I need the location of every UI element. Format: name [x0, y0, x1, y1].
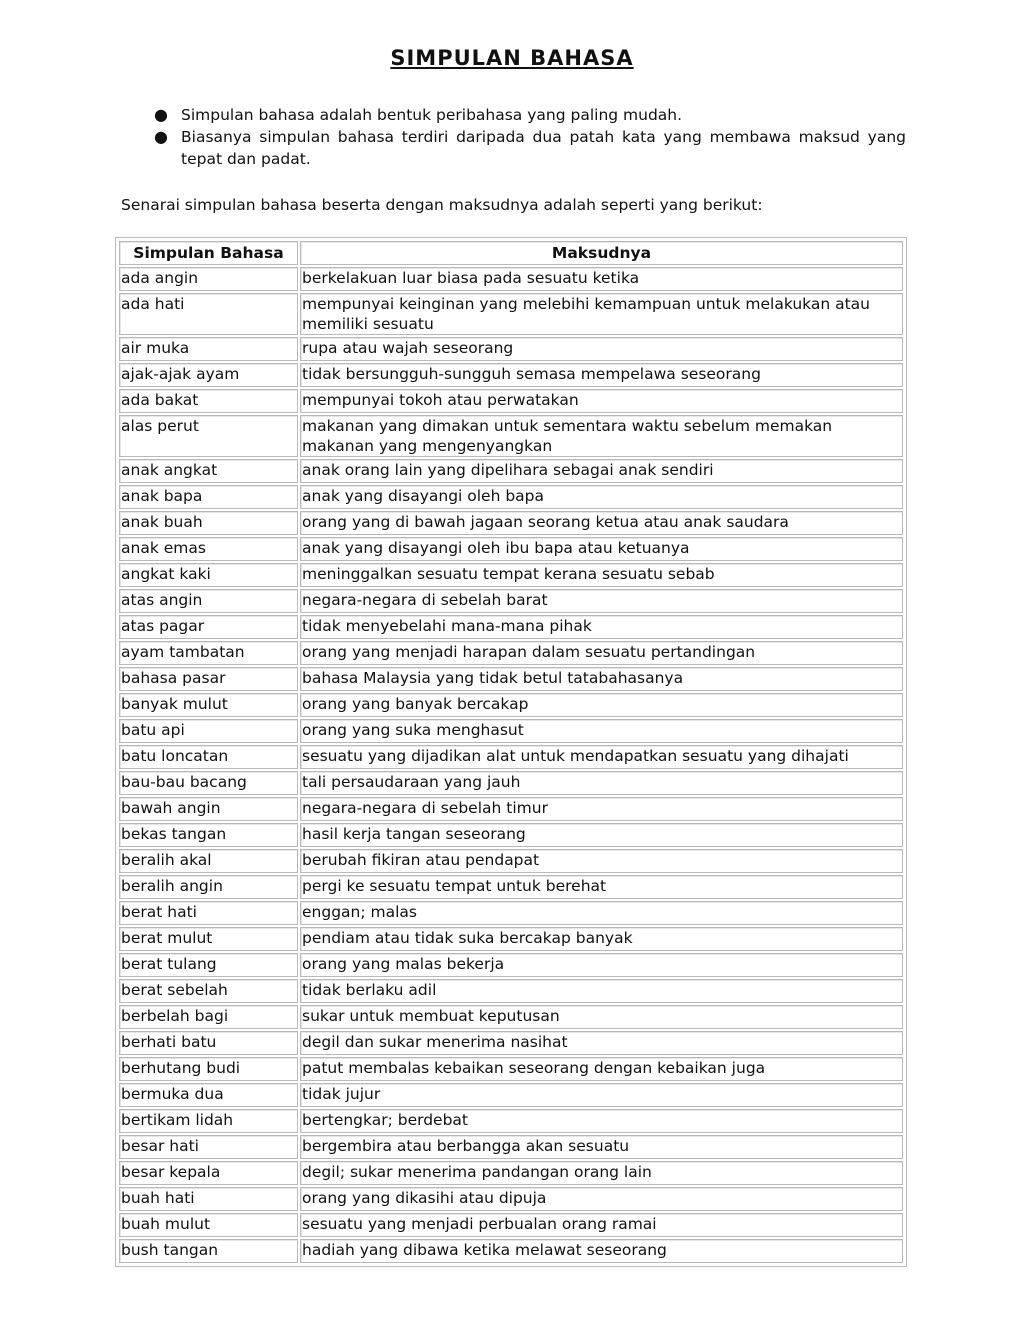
- table-row: [119, 1213, 903, 1237]
- table-row: [119, 537, 903, 561]
- table-row: [119, 901, 903, 925]
- idiom-term: anak bapa: [119, 485, 298, 509]
- idiom-meaning: berkelakuan luar biasa pada sesuatu ketika: [300, 267, 903, 291]
- idiom-term: anak angkat: [119, 459, 298, 483]
- bullet-icon: ●: [154, 127, 168, 146]
- idiom-meaning: orang yang suka menghasut: [300, 719, 903, 743]
- idiom-term: bau-bau bacang: [119, 771, 298, 795]
- table-row: [119, 745, 903, 769]
- table-row: [119, 719, 903, 743]
- idiom-term: besar hati: [119, 1135, 298, 1159]
- idiom-term: buah hati: [119, 1187, 298, 1211]
- idiom-meaning: degil; sukar menerima pandangan orang lain: [300, 1161, 903, 1185]
- idiom-meaning: meninggalkan sesuatu tempat kerana sesuatu sebab: [300, 563, 903, 587]
- idiom-term: berhati batu: [119, 1031, 298, 1055]
- idiom-meaning: anak yang disayangi oleh ibu bapa atau ketuanya: [300, 537, 903, 561]
- idiom-meaning: sesuatu yang menjadi perbualan orang ramai: [300, 1213, 903, 1237]
- idiom-meaning: orang yang banyak bercakap: [300, 693, 903, 717]
- idiom-meaning: hasil kerja tangan seseorang: [300, 823, 903, 847]
- table-row: [119, 267, 903, 291]
- idiom-meaning: berubah fikiran atau pendapat: [300, 849, 903, 873]
- table-row: [119, 1083, 903, 1107]
- idiom-table-frame: [115, 237, 907, 1267]
- idiom-meaning: orang yang menjadi harapan dalam sesuatu pertandingan: [300, 641, 903, 665]
- idiom-meaning: pergi ke sesuatu tempat untuk berehat: [300, 875, 903, 899]
- idiom-meaning: hadiah yang dibawa ketika melawat seseorang: [300, 1239, 903, 1263]
- table-row: [119, 415, 903, 457]
- idiom-term: ayam tambatan: [119, 641, 298, 665]
- idiom-term: anak emas: [119, 537, 298, 561]
- idiom-meaning: negara-negara di sebelah barat: [300, 589, 903, 613]
- idiom-term: ada angin: [119, 267, 298, 291]
- idiom-term: atas pagar: [119, 615, 298, 639]
- idiom-term: berat hati: [119, 901, 298, 925]
- idiom-term: ada bakat: [119, 389, 298, 413]
- idiom-term: bawah angin: [119, 797, 298, 821]
- idiom-meaning: sesuatu yang dijadikan alat untuk mendapatkan sesuatu yang dihajati: [300, 745, 903, 769]
- idiom-term: bermuka dua: [119, 1083, 298, 1107]
- idiom-meaning: mempunyai tokoh atau perwatakan: [300, 389, 903, 413]
- table-row: [119, 1109, 903, 1133]
- idiom-term: anak buah: [119, 511, 298, 535]
- idiom-term: ada hati: [119, 293, 298, 335]
- table-row: [119, 1239, 903, 1263]
- idiom-term: ajak-ajak ayam: [119, 363, 298, 387]
- idiom-meaning: bergembira atau berbangga akan sesuatu: [300, 1135, 903, 1159]
- idiom-term: berat mulut: [119, 927, 298, 951]
- idiom-meaning: anak yang disayangi oleh bapa: [300, 485, 903, 509]
- table-row: [119, 1187, 903, 1211]
- table-row: [119, 1057, 903, 1081]
- bullet-icon: ●: [154, 105, 168, 124]
- table-row: [119, 293, 903, 335]
- table-row: [119, 615, 903, 639]
- idiom-term: berat sebelah: [119, 979, 298, 1003]
- table-row: [119, 875, 903, 899]
- idiom-term: atas angin: [119, 589, 298, 613]
- idiom-term: beralih angin: [119, 875, 298, 899]
- idiom-meaning: tidak berlaku adil: [300, 979, 903, 1003]
- idiom-term: air muka: [119, 337, 298, 361]
- table-row: [119, 849, 903, 873]
- idiom-term: buah mulut: [119, 1213, 298, 1237]
- idiom-term: angkat kaki: [119, 563, 298, 587]
- idiom-term: alas perut: [119, 415, 298, 457]
- table-row: [119, 337, 903, 361]
- idiom-meaning: orang yang di bawah jagaan seorang ketua atau anak saudara: [300, 511, 903, 535]
- idiom-meaning: sukar untuk membuat keputusan: [300, 1005, 903, 1029]
- idiom-meaning: anak orang lain yang dipelihara sebagai anak sendiri: [300, 459, 903, 483]
- table-row: [119, 563, 903, 587]
- idiom-meaning: tali persaudaraan yang jauh: [300, 771, 903, 795]
- idiom-meaning: orang yang dikasihi atau dipuja: [300, 1187, 903, 1211]
- idiom-meaning: tidak jujur: [300, 1083, 903, 1107]
- idiom-term: bush tangan: [119, 1239, 298, 1263]
- idiom-meaning: makanan yang dimakan untuk sementara waktu sebelum memakan makanan yang mengenyangkan: [300, 415, 903, 457]
- bullet-text: Simpulan bahasa adalah bentuk peribahasa yang paling mudah.: [181, 106, 683, 124]
- idiom-meaning: pendiam atau tidak suka bercakap banyak: [300, 927, 903, 951]
- table-row: [119, 1005, 903, 1029]
- idiom-meaning: negara-negara di sebelah timur: [300, 797, 903, 821]
- idiom-term: banyak mulut: [119, 693, 298, 717]
- idiom-term: bertikam lidah: [119, 1109, 298, 1133]
- idiom-term: beralih akal: [119, 849, 298, 873]
- idiom-term: berat tulang: [119, 953, 298, 977]
- header-maksudnya: Maksudnya: [300, 241, 903, 265]
- idiom-term: bekas tangan: [119, 823, 298, 847]
- idiom-term: berbelah bagi: [119, 1005, 298, 1029]
- bullet-text: Biasanya simpulan bahasa terdiri daripada dua patah kata yang membawa maksud yang tepat dan padat.: [181, 128, 906, 168]
- table-row: [119, 363, 903, 387]
- bullet-item: [140, 126, 906, 170]
- idiom-term: bahasa pasar: [119, 667, 298, 691]
- idiom-term: batu loncatan: [119, 745, 298, 769]
- table-row: [119, 979, 903, 1003]
- idiom-meaning: tidak menyebelahi mana-mana pihak: [300, 615, 903, 639]
- idiom-term: berhutang budi: [119, 1057, 298, 1081]
- idiom-meaning: degil dan sukar menerima nasihat: [300, 1031, 903, 1055]
- bullet-list: [140, 104, 906, 170]
- idiom-meaning: enggan; malas: [300, 901, 903, 925]
- table-row: [119, 511, 903, 535]
- idiom-meaning: patut membalas kebaikan seseorang dengan kebaikan juga: [300, 1057, 903, 1081]
- idiom-meaning: tidak bersungguh-sungguh semasa mempelawa seseorang: [300, 363, 903, 387]
- table-row: [119, 641, 903, 665]
- table-row: [119, 389, 903, 413]
- page-title: SIMPULAN BAHASA: [390, 46, 634, 70]
- table-row: [119, 797, 903, 821]
- table-row: [119, 485, 903, 509]
- bullet-item: [140, 104, 906, 126]
- idiom-meaning: bertengkar; berdebat: [300, 1109, 903, 1133]
- idiom-term: besar kepala: [119, 1161, 298, 1185]
- table-header-row: [119, 241, 903, 265]
- intro-text: Senarai simpulan bahasa beserta dengan maksudnya adalah seperti yang berikut:: [121, 196, 763, 214]
- idiom-table: [117, 239, 905, 1265]
- table-row: [119, 693, 903, 717]
- table-row: [119, 953, 903, 977]
- idiom-meaning: mempunyai keinginan yang melebihi kemampuan untuk melakukan atau memiliki sesuatu: [300, 293, 903, 335]
- idiom-term: batu api: [119, 719, 298, 743]
- idiom-meaning: rupa atau wajah seseorang: [300, 337, 903, 361]
- table-row: [119, 771, 903, 795]
- table-row: [119, 589, 903, 613]
- table-row: [119, 459, 903, 483]
- table-row: [119, 1031, 903, 1055]
- table-row: [119, 823, 903, 847]
- table-row: [119, 667, 903, 691]
- table-row: [119, 1135, 903, 1159]
- table-row: [119, 1161, 903, 1185]
- table-row: [119, 927, 903, 951]
- header-simpulan-bahasa: Simpulan Bahasa: [119, 241, 298, 265]
- idiom-meaning: orang yang malas bekerja: [300, 953, 903, 977]
- idiom-meaning: bahasa Malaysia yang tidak betul tatabahasanya: [300, 667, 903, 691]
